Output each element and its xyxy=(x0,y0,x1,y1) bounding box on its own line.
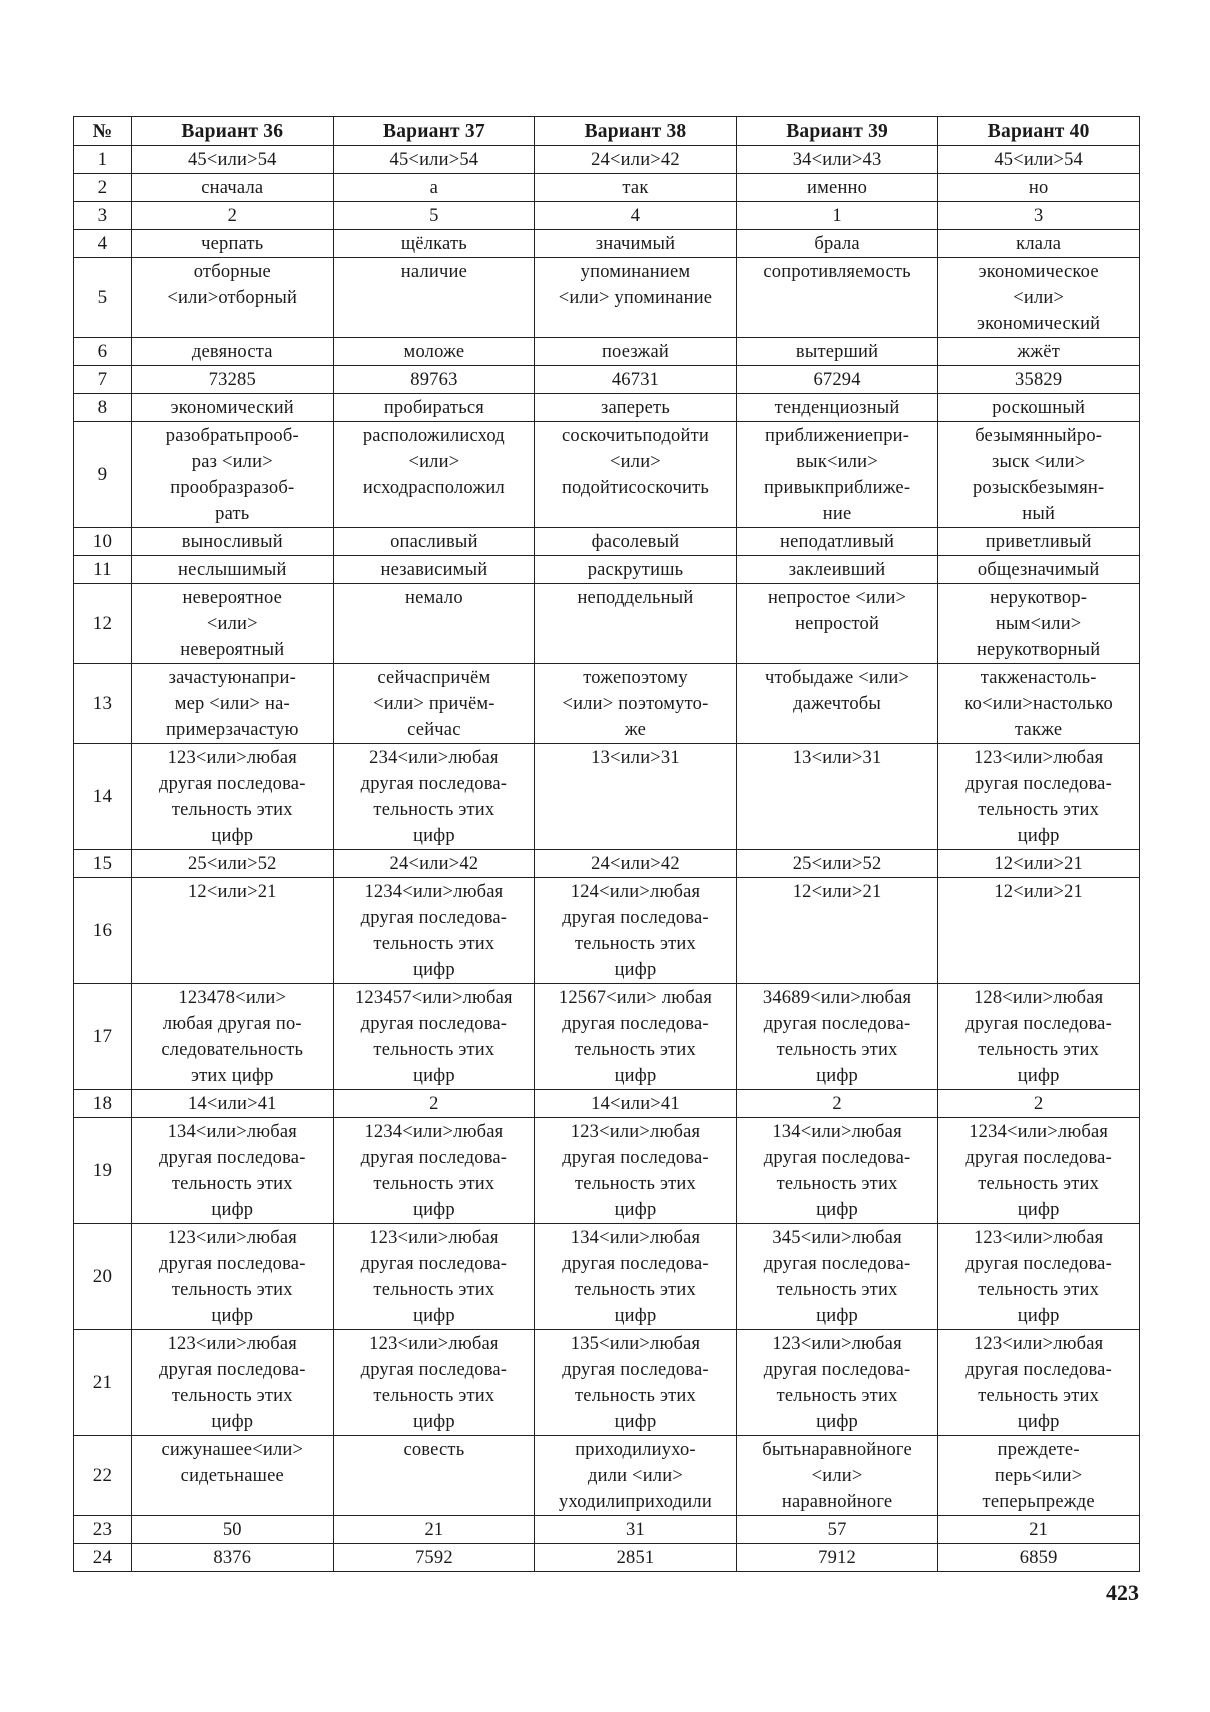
answer-cell-variant-38: 135<или>любая другая последова- тельность этих цифр xyxy=(535,1330,737,1436)
answer-cell-variant-38: запереть xyxy=(535,394,737,422)
table-row xyxy=(74,366,1140,394)
answer-cell-variant-40: 45<или>54 xyxy=(938,146,1140,174)
answer-cell-variant-40: преждете- перь<или> теперьпрежде xyxy=(938,1436,1140,1516)
answer-cell-variant-39: 67294 xyxy=(736,366,938,394)
answer-cell-variant-39: 1 xyxy=(736,202,938,230)
row-number: 14 xyxy=(74,744,132,850)
answer-cell-variant-38: соскочитьподойти <или> подойтисоскочить xyxy=(535,422,737,528)
answer-cell-variant-40: 3 xyxy=(938,202,1140,230)
answer-cell-variant-38: неподдельный xyxy=(535,584,737,664)
answer-cell-variant-40: 6859 xyxy=(938,1544,1140,1572)
answer-cell-variant-37: моложе xyxy=(333,338,535,366)
row-number: 20 xyxy=(74,1224,132,1330)
answer-cell-variant-39: 134<или>любая другая последова- тельность этих цифр xyxy=(736,1118,938,1224)
answer-cell-variant-39: тенденциозный xyxy=(736,394,938,422)
answer-cell-variant-37: совесть xyxy=(333,1436,535,1516)
answer-cell-variant-39: вытерший xyxy=(736,338,938,366)
answer-cell-variant-40: экономическое <или> экономический xyxy=(938,258,1140,338)
answer-cell-variant-37: 89763 xyxy=(333,366,535,394)
row-number: 11 xyxy=(74,556,132,584)
answer-cell-variant-37: наличие xyxy=(333,258,535,338)
column-header-number: № xyxy=(74,117,132,146)
answer-cell-variant-37: 21 xyxy=(333,1516,535,1544)
table-row xyxy=(74,1436,1140,1516)
table-header-row xyxy=(74,117,1140,146)
table-row xyxy=(74,528,1140,556)
answer-cell-variant-36: 123<или>любая другая последова- тельность этих цифр xyxy=(132,1224,334,1330)
answer-cell-variant-37: опасливый xyxy=(333,528,535,556)
answer-cell-variant-38: раскрутишь xyxy=(535,556,737,584)
answer-cell-variant-40: 12<или>21 xyxy=(938,850,1140,878)
answer-cell-variant-40: жжёт xyxy=(938,338,1140,366)
answer-cell-variant-36: отборные <или>отборный xyxy=(132,258,334,338)
answer-cell-variant-38: 24<или>42 xyxy=(535,146,737,174)
answer-cell-variant-40: общезначимый xyxy=(938,556,1140,584)
row-number: 1 xyxy=(74,146,132,174)
row-number: 21 xyxy=(74,1330,132,1436)
answer-cell-variant-36: 123<или>любая другая последова- тельность этих цифр xyxy=(132,744,334,850)
answer-cell-variant-40: 123<или>любая другая последова- тельность этих цифр xyxy=(938,744,1140,850)
answer-cell-variant-36: 73285 xyxy=(132,366,334,394)
table-row xyxy=(74,146,1140,174)
answer-cell-variant-38: 2851 xyxy=(535,1544,737,1572)
table-row xyxy=(74,422,1140,528)
row-number: 23 xyxy=(74,1516,132,1544)
answer-cell-variant-37: а xyxy=(333,174,535,202)
table-row xyxy=(74,394,1140,422)
row-number: 22 xyxy=(74,1436,132,1516)
answer-cell-variant-39: 345<или>любая другая последова- тельность этих цифр xyxy=(736,1224,938,1330)
table-row xyxy=(74,1118,1140,1224)
answer-cell-variant-36: 123<или>любая другая последова- тельность этих цифр xyxy=(132,1330,334,1436)
answer-cell-variant-39: 12<или>21 xyxy=(736,878,938,984)
table-row xyxy=(74,1090,1140,1118)
answer-cell-variant-37: 7592 xyxy=(333,1544,535,1572)
answer-cell-variant-36: девяноста xyxy=(132,338,334,366)
answer-cell-variant-37: 1234<или>любая другая последова- тельность этих цифр xyxy=(333,1118,535,1224)
page-number: 423 xyxy=(1106,1580,1139,1605)
row-number: 17 xyxy=(74,984,132,1090)
answer-cell-variant-39: 25<или>52 xyxy=(736,850,938,878)
table-body xyxy=(74,146,1140,1572)
row-number: 4 xyxy=(74,230,132,258)
answer-cell-variant-36: 45<или>54 xyxy=(132,146,334,174)
row-number: 2 xyxy=(74,174,132,202)
table-row xyxy=(74,1516,1140,1544)
answer-cell-variant-38: 46731 xyxy=(535,366,737,394)
answer-cell-variant-39: бытьнаравнойноге <или> наравнойноге xyxy=(736,1436,938,1516)
row-number: 7 xyxy=(74,366,132,394)
answer-cell-variant-38: 12567<или> любая другая последова- тельность этих цифр xyxy=(535,984,737,1090)
row-number: 10 xyxy=(74,528,132,556)
answer-cell-variant-37: 45<или>54 xyxy=(333,146,535,174)
answer-cell-variant-39: 34<или>43 xyxy=(736,146,938,174)
answer-cell-variant-38: 24<или>42 xyxy=(535,850,737,878)
column-header-variant-38: Вариант 38 xyxy=(535,117,737,146)
answer-cell-variant-39: заклеивший xyxy=(736,556,938,584)
answer-cell-variant-40: безымянныйро- зыск <или> розыскбезымян- ный xyxy=(938,422,1140,528)
answer-cell-variant-39: брала xyxy=(736,230,938,258)
answer-cell-variant-36: невероятное <или> невероятный xyxy=(132,584,334,664)
table-row xyxy=(74,1544,1140,1572)
answer-cell-variant-36: 25<или>52 xyxy=(132,850,334,878)
answer-cell-variant-37: 123<или>любая другая последова- тельность этих цифр xyxy=(333,1224,535,1330)
answer-cell-variant-39: 123<или>любая другая последова- тельность этих цифр xyxy=(736,1330,938,1436)
table-row xyxy=(74,202,1140,230)
answer-cell-variant-38: упоминанием <или> упоминание xyxy=(535,258,737,338)
answer-cell-variant-36: 12<или>21 xyxy=(132,878,334,984)
answer-cell-variant-36: 14<или>41 xyxy=(132,1090,334,1118)
row-number: 24 xyxy=(74,1544,132,1572)
answer-cell-variant-36: 123478<или> любая другая по- следовательность этих цифр xyxy=(132,984,334,1090)
answer-cell-variant-39: сопротивляемость xyxy=(736,258,938,338)
answer-cell-variant-39: чтобыдаже <или> дажечтобы xyxy=(736,664,938,744)
table-row xyxy=(74,230,1140,258)
answer-cell-variant-40: 1234<или>любая другая последова- тельность этих цифр xyxy=(938,1118,1140,1224)
answer-cell-variant-36: 50 xyxy=(132,1516,334,1544)
answer-cell-variant-37: 123<или>любая другая последова- тельность этих цифр xyxy=(333,1330,535,1436)
answer-cell-variant-36: 8376 xyxy=(132,1544,334,1572)
row-number: 5 xyxy=(74,258,132,338)
table-row xyxy=(74,258,1140,338)
answer-cell-variant-38: 124<или>любая другая последова- тельность этих цифр xyxy=(535,878,737,984)
answer-cell-variant-39: именно xyxy=(736,174,938,202)
column-header-variant-40: Вариант 40 xyxy=(938,117,1140,146)
answer-cell-variant-38: фасолевый xyxy=(535,528,737,556)
answer-cell-variant-37: 2 xyxy=(333,1090,535,1118)
table-row xyxy=(74,584,1140,664)
answer-cell-variant-38: 31 xyxy=(535,1516,737,1544)
answer-cell-variant-36: сижунашее<или> сидетьнашее xyxy=(132,1436,334,1516)
column-header-variant-39: Вариант 39 xyxy=(736,117,938,146)
answer-cell-variant-36: экономический xyxy=(132,394,334,422)
table-row xyxy=(74,878,1140,984)
answer-cell-variant-38: 14<или>41 xyxy=(535,1090,737,1118)
answer-cell-variant-36: разобратьпрооб- раз <или> прообразразоб- рать xyxy=(132,422,334,528)
answer-cell-variant-38: значимый xyxy=(535,230,737,258)
answer-cell-variant-40: 21 xyxy=(938,1516,1140,1544)
answer-cell-variant-37: 123457<или>любая другая последова- тельность этих цифр xyxy=(333,984,535,1090)
table-row xyxy=(74,556,1140,584)
answer-cell-variant-39: 2 xyxy=(736,1090,938,1118)
table-row xyxy=(74,1224,1140,1330)
answer-cell-variant-37: пробираться xyxy=(333,394,535,422)
answer-cell-variant-38: так xyxy=(535,174,737,202)
row-number: 19 xyxy=(74,1118,132,1224)
column-header-variant-37: Вариант 37 xyxy=(333,117,535,146)
answer-cell-variant-40: 12<или>21 xyxy=(938,878,1140,984)
row-number: 15 xyxy=(74,850,132,878)
answer-cell-variant-40: роскошный xyxy=(938,394,1140,422)
answer-cell-variant-37: 24<или>42 xyxy=(333,850,535,878)
answer-cell-variant-37: 1234<или>любая другая последова- тельность этих цифр xyxy=(333,878,535,984)
answer-cell-variant-38: поезжай xyxy=(535,338,737,366)
answer-cell-variant-39: 13<или>31 xyxy=(736,744,938,850)
answer-cell-variant-38: 4 xyxy=(535,202,737,230)
answer-table xyxy=(73,116,1140,1572)
answer-cell-variant-40: клала xyxy=(938,230,1140,258)
answer-cell-variant-40: но xyxy=(938,174,1140,202)
answer-cell-variant-37: сейчаспричём <или> причём- сейчас xyxy=(333,664,535,744)
answer-cell-variant-37: немало xyxy=(333,584,535,664)
row-number: 6 xyxy=(74,338,132,366)
answer-cell-variant-40: такженастоль- ко<или>настолько также xyxy=(938,664,1140,744)
answer-cell-variant-38: приходилиухо- дили <или> уходилиприходили xyxy=(535,1436,737,1516)
table-row xyxy=(74,984,1140,1090)
table-row xyxy=(74,174,1140,202)
answer-cell-variant-36: 134<или>любая другая последова- тельность этих цифр xyxy=(132,1118,334,1224)
table-row xyxy=(74,850,1140,878)
row-number: 9 xyxy=(74,422,132,528)
answer-cell-variant-37: независимый xyxy=(333,556,535,584)
answer-cell-variant-40: 123<или>любая другая последова- тельность этих цифр xyxy=(938,1330,1140,1436)
answer-cell-variant-39: 57 xyxy=(736,1516,938,1544)
answer-cell-variant-40: нерукотвор- ным<или> нерукотворный xyxy=(938,584,1140,664)
answer-cell-variant-39: непростое <или> непростой xyxy=(736,584,938,664)
answer-cell-variant-37: 5 xyxy=(333,202,535,230)
answer-cell-variant-39: 34689<или>любая другая последова- тельность этих цифр xyxy=(736,984,938,1090)
answer-cell-variant-37: расположилисход <или> исходрасположил xyxy=(333,422,535,528)
row-number: 18 xyxy=(74,1090,132,1118)
row-number: 16 xyxy=(74,878,132,984)
answer-cell-variant-36: черпать xyxy=(132,230,334,258)
answer-cell-variant-36: сначала xyxy=(132,174,334,202)
answer-cell-variant-38: 123<или>любая другая последова- тельность этих цифр xyxy=(535,1118,737,1224)
answer-cell-variant-40: 123<или>любая другая последова- тельность этих цифр xyxy=(938,1224,1140,1330)
answer-cell-variant-36: 2 xyxy=(132,202,334,230)
answer-cell-variant-40: приветливый xyxy=(938,528,1140,556)
table-row xyxy=(74,664,1140,744)
answer-cell-variant-40: 2 xyxy=(938,1090,1140,1118)
row-number: 13 xyxy=(74,664,132,744)
column-header-variant-36: Вариант 36 xyxy=(132,117,334,146)
row-number: 3 xyxy=(74,202,132,230)
answer-cell-variant-36: выносливый xyxy=(132,528,334,556)
row-number: 8 xyxy=(74,394,132,422)
answer-cell-variant-38: тожепоэтому <или> поэтомуто- же xyxy=(535,664,737,744)
answer-cell-variant-36: зачастуюнапри- мер <или> на- примерзачастую xyxy=(132,664,334,744)
answer-cell-variant-38: 13<или>31 xyxy=(535,744,737,850)
answer-cell-variant-37: 234<или>любая другая последова- тельность этих цифр xyxy=(333,744,535,850)
answer-cell-variant-40: 128<или>любая другая последова- тельность этих цифр xyxy=(938,984,1140,1090)
answer-cell-variant-39: приближениепри- вык<или> привыкприближе- ние xyxy=(736,422,938,528)
answer-cell-variant-37: щёлкать xyxy=(333,230,535,258)
answer-cell-variant-36: неслышимый xyxy=(132,556,334,584)
table-row xyxy=(74,1330,1140,1436)
answer-cell-variant-39: неподатливый xyxy=(736,528,938,556)
table-row xyxy=(74,338,1140,366)
row-number: 12 xyxy=(74,584,132,664)
answer-cell-variant-40: 35829 xyxy=(938,366,1140,394)
table-row xyxy=(74,744,1140,850)
answer-cell-variant-39: 7912 xyxy=(736,1544,938,1572)
answer-cell-variant-38: 134<или>любая другая последова- тельность этих цифр xyxy=(535,1224,737,1330)
